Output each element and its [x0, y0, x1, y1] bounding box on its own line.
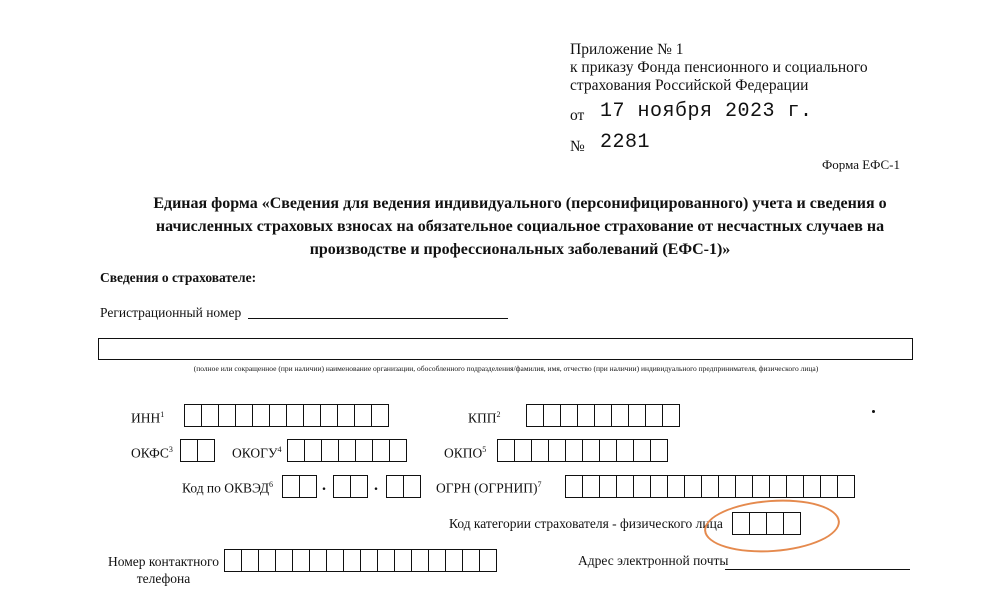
number-prefix: № [570, 138, 585, 155]
kpp-footnote: 2 [496, 410, 501, 419]
okfs-field[interactable] [180, 439, 215, 462]
okved-dot-1: . [322, 477, 326, 494]
okogu-footnote: 4 [277, 445, 282, 454]
ogrn-label [436, 480, 542, 497]
okved-field-part-3[interactable] [386, 475, 421, 498]
okogu-field[interactable] [287, 439, 407, 462]
okpo-label [444, 445, 486, 462]
inn-footnote: 1 [160, 410, 165, 419]
okved-label-text: Код по ОКВЭД [182, 480, 270, 496]
kpp-label [468, 410, 501, 427]
okpo-footnote: 5 [482, 445, 487, 454]
okfs-label [131, 445, 173, 462]
form-title [80, 192, 960, 261]
okogu-label-text: ОКОГУ [232, 445, 278, 461]
inn-field[interactable] [184, 404, 389, 427]
okved-field-part-1[interactable] [282, 475, 317, 498]
kpp-label-text: КПП [468, 410, 497, 426]
kpp-field[interactable] [526, 404, 680, 427]
order-line-1: к приказу Фонда пенсионного и социального [570, 59, 868, 76]
phone-label-line-1: Номер контактного [108, 554, 220, 569]
form-title-line-3: производстве и профессиональных заболеваний (ЕФС-1)» [309, 241, 731, 258]
stray-dot [872, 410, 875, 413]
okved-dot-2: . [374, 477, 378, 494]
okpo-field[interactable] [497, 439, 668, 462]
org-name-caption: (полное или сокращенное (при наличии) наименование организации, обособленного подразделения/фамилия, имя, отчество (при наличии) индивидуального предпринимателя, физического лица) [193, 364, 819, 373]
order-line-2: страхования Российской Федерации [570, 77, 809, 94]
phone-label-line-2: телефона [136, 571, 191, 586]
form-title-line-2: начисленных страховых взносах на обязательное социальное страхование от несчастных случаев на [155, 218, 885, 235]
appendix-title: Приложение № 1 [570, 41, 684, 58]
phone-field[interactable] [224, 549, 497, 572]
ogrn-footnote: 7 [537, 480, 542, 489]
form-title-line-1: Единая форма «Сведения для ведения индивидуального (персонифицированного) учета и сведения о [153, 195, 887, 212]
okved-label [182, 480, 273, 497]
org-name-field[interactable] [98, 338, 913, 360]
reg-number-label: Регистрационный номер [100, 305, 242, 320]
email-label: Адрес электронной почты [578, 553, 729, 568]
reg-number-field[interactable] [248, 318, 508, 319]
highlight-circle [702, 495, 841, 556]
okfs-footnote: 3 [168, 445, 173, 454]
inn-label [131, 410, 164, 427]
category-label: Код категории страхователя - физического лица [449, 516, 723, 531]
okpo-label-text: ОКПО [444, 445, 483, 461]
section-title: Сведения о страхователе: [100, 270, 257, 285]
phone-label [108, 553, 219, 587]
email-field[interactable] [725, 569, 910, 570]
form-code: Форма ЕФС-1 [822, 157, 900, 172]
okogu-label [232, 445, 282, 462]
ogrn-label-text: ОГРН (ОГРНИП) [436, 480, 538, 496]
ogrn-field[interactable] [565, 475, 855, 498]
date-prefix: от [570, 107, 585, 124]
okfs-label-text: ОКФС [131, 445, 169, 461]
okved-footnote: 6 [269, 480, 274, 489]
order-date: 17 ноября 2023 г. [600, 100, 813, 123]
okved-field-part-2[interactable] [333, 475, 368, 498]
order-number: 2281 [600, 131, 651, 154]
inn-label-text: ИНН [131, 410, 161, 426]
